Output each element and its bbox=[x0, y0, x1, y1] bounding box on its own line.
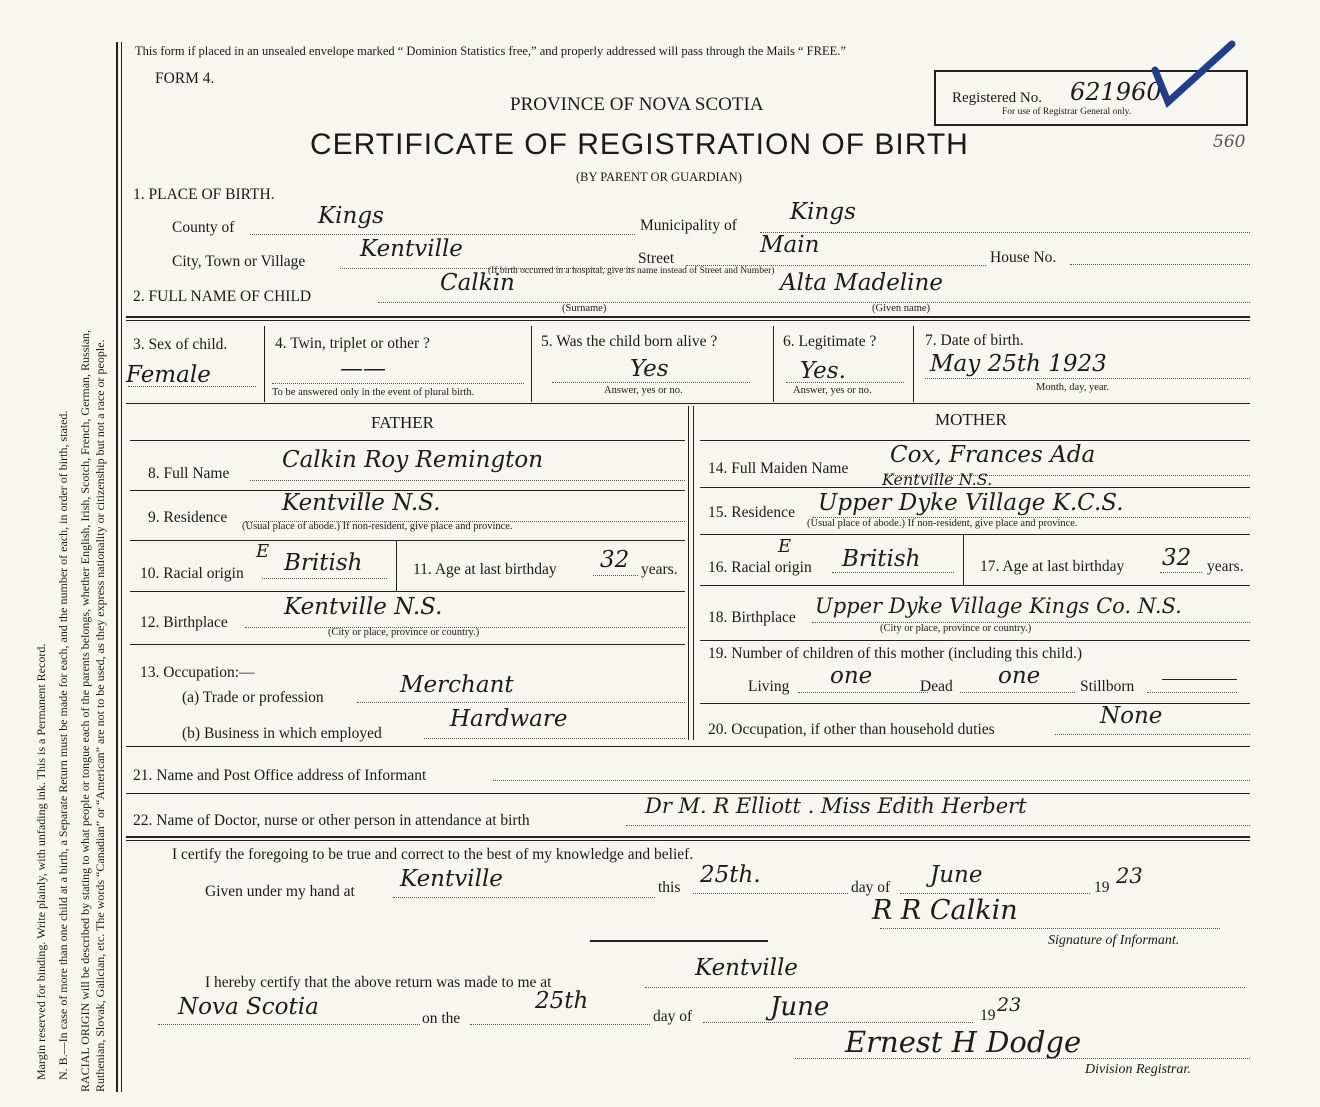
father-age-line bbox=[593, 575, 638, 576]
registered-value: 621960 bbox=[1070, 78, 1162, 106]
mother-racial-divider bbox=[963, 535, 964, 585]
rule-after-doctor bbox=[126, 836, 1250, 838]
mother-name-label: 14. Full Maiden Name bbox=[708, 460, 849, 477]
twin-note: To be answered only in the event of plural birth. bbox=[272, 387, 475, 398]
municipality-value: Kings bbox=[790, 199, 856, 225]
place-of-birth-heading: 1. PLACE OF BIRTH. bbox=[133, 186, 275, 203]
form-number: FORM 4. bbox=[155, 70, 215, 87]
surname-caption: (Surname) bbox=[562, 303, 607, 314]
city-value: Kentville bbox=[360, 236, 463, 262]
registrar-place-line bbox=[645, 987, 1245, 988]
mother-birthplace-value: Upper Dyke Village Kings Co. N.S. bbox=[815, 594, 1182, 618]
rule-before-row3-b bbox=[126, 320, 1250, 321]
father-residence-label: 9. Residence bbox=[148, 509, 228, 526]
alive-line bbox=[552, 382, 750, 383]
registrar-year-prefix: 19 bbox=[980, 1007, 996, 1024]
children-count-label: 19. Number of children of this mother (including this child.) bbox=[708, 645, 1083, 662]
sex-line bbox=[128, 386, 256, 387]
registrar-on-the-label: on the bbox=[422, 1010, 461, 1027]
mother-heading-rule bbox=[700, 440, 1250, 441]
dead-value: one bbox=[998, 663, 1041, 689]
alive-note: Answer, yes or no. bbox=[604, 385, 683, 396]
binding-margin-rule-inner bbox=[121, 42, 122, 1092]
mother-racial-rule bbox=[700, 585, 1250, 586]
mother-residence-note: (Usual place of abode.) If non-resident, give place and province. bbox=[807, 518, 1078, 529]
registrar-province-line bbox=[158, 1024, 420, 1025]
mother-age-label: 17. Age at last birthday bbox=[980, 558, 1125, 575]
father-racial-rule bbox=[130, 591, 685, 592]
street-value: Main bbox=[760, 232, 820, 258]
dob-line bbox=[925, 378, 1250, 379]
child-name-line bbox=[378, 302, 1250, 303]
father-birthplace-value: Kentville N.S. bbox=[284, 594, 443, 620]
legitimate-line bbox=[786, 382, 904, 383]
informant-label: 21. Name and Post Office address of Informant bbox=[133, 767, 427, 784]
street-label: Street bbox=[638, 250, 675, 267]
rule-after-parents bbox=[126, 746, 1250, 747]
checkmark-icon bbox=[1150, 40, 1240, 115]
father-name-line bbox=[250, 480, 685, 481]
mother-birthplace-label: 18. Birthplace bbox=[708, 609, 796, 626]
certificate-title: CERTIFICATE OF REGISTRATION OF BIRTH bbox=[310, 128, 969, 161]
parents-divider bbox=[688, 406, 689, 740]
house-no-line bbox=[1070, 264, 1250, 265]
mother-residence-rule bbox=[700, 534, 1250, 535]
twin-value: —— bbox=[340, 356, 386, 382]
mother-age-value: 32 bbox=[1162, 545, 1192, 571]
given-year-value: 23 bbox=[1116, 864, 1143, 888]
mother-residence-value: Upper Dyke Village K.C.S. bbox=[818, 490, 1124, 516]
father-racial-line bbox=[262, 578, 387, 579]
registrar-day-line bbox=[470, 1024, 650, 1025]
given-day-of-label: day of bbox=[851, 879, 891, 896]
trade-line bbox=[357, 702, 685, 703]
father-age-value: 32 bbox=[600, 547, 630, 573]
father-racial-divider bbox=[396, 541, 397, 591]
mother-occupation-line bbox=[1055, 734, 1250, 735]
dob-note: Month, day, year. bbox=[1036, 382, 1110, 393]
given-year-prefix: 19 bbox=[1094, 879, 1110, 896]
registrar-place-value: Kentville bbox=[695, 955, 798, 981]
rule-before-row3 bbox=[126, 316, 1250, 318]
mother-occupation-value: None bbox=[1100, 703, 1163, 729]
stillborn-dash bbox=[1162, 679, 1237, 680]
father-racial-label: 10. Racial origin bbox=[140, 565, 244, 582]
father-racial-value: British bbox=[284, 550, 363, 576]
child-given-name: Alta Madeline bbox=[780, 270, 943, 296]
divider-5-6 bbox=[773, 326, 774, 402]
mother-occupation-label: 20. Occupation, if other than household duties bbox=[708, 721, 995, 738]
stillborn-line bbox=[1147, 692, 1237, 693]
stillborn-label: Stillborn bbox=[1080, 678, 1135, 695]
doctor-line bbox=[626, 825, 1250, 826]
doctor-label: 22. Name of Doctor, nurse or other person in attendance at birth bbox=[133, 812, 530, 829]
registrar-signature: Ernest H Dodge bbox=[845, 1025, 1082, 1059]
informant-signature-line bbox=[880, 928, 1220, 929]
father-name-value: Calkin Roy Remington bbox=[282, 447, 544, 473]
children-rule bbox=[700, 703, 1250, 704]
mother-age-unit: years. bbox=[1207, 558, 1244, 575]
alive-value: Yes bbox=[630, 356, 669, 382]
informant-signature-caption: Signature of Informant. bbox=[1048, 933, 1180, 948]
legitimate-note: Answer, yes or no. bbox=[793, 385, 872, 396]
county-label: County of bbox=[172, 219, 235, 236]
city-label: City, Town or Village bbox=[172, 253, 306, 270]
margin-note-racial-origin: RACIAL ORIGIN will be described by stating to what people or tongue each of the parents belongs, whether English, Irish, Scotch, French, German, Russian, bbox=[78, 329, 92, 1092]
father-birthplace-rule bbox=[130, 644, 685, 645]
registrar-year-value: 23 bbox=[997, 994, 1022, 1016]
registrar-signature-caption: Division Registrar. bbox=[1085, 1062, 1191, 1077]
county-line bbox=[250, 234, 635, 235]
given-place-line bbox=[393, 897, 655, 898]
alive-label: 5. Was the child born alive ? bbox=[541, 333, 718, 350]
margin-note-multiple-births: N. B.—In case of more than one child at a birth, a Separate Return must be made for each, and the number of each, in order of birth, stated. bbox=[56, 410, 70, 1080]
child-name-label: 2. FULL NAME OF CHILD bbox=[133, 288, 312, 305]
doctor-value: Dr M. R Elliott . Miss Edith Herbert bbox=[645, 794, 1027, 818]
child-surname: Calkin bbox=[440, 270, 515, 296]
trade-value: Merchant bbox=[400, 672, 514, 698]
informant-signature: R R Calkin bbox=[872, 895, 1018, 926]
trade-label: (a) Trade or profession bbox=[182, 689, 324, 706]
mother-name-value: Cox, Frances Ada bbox=[890, 442, 1096, 468]
mother-birthplace-note: (City or place, province or country.) bbox=[880, 623, 1032, 634]
municipality-line bbox=[760, 232, 1250, 233]
rule-after-doctor-b bbox=[126, 840, 1250, 841]
rule-before-parents bbox=[126, 403, 1250, 404]
certificate-subtitle: (BY PARENT OR GUARDIAN) bbox=[576, 170, 742, 184]
business-line bbox=[424, 738, 685, 739]
business-label: (b) Business in which employed bbox=[182, 725, 382, 742]
registrar-month-value: June bbox=[770, 992, 830, 1022]
father-residence-value: Kentville N.S. bbox=[282, 490, 441, 516]
given-place-value: Kentville bbox=[400, 866, 503, 892]
given-day-line bbox=[693, 893, 848, 894]
legitimate-label: 6. Legitimate ? bbox=[783, 333, 877, 350]
divider-4-5 bbox=[531, 326, 532, 402]
living-label: Living bbox=[748, 678, 790, 695]
registered-label: Registered No. bbox=[952, 90, 1042, 106]
father-age-unit: years. bbox=[641, 561, 678, 578]
parents-divider-b bbox=[693, 406, 694, 740]
father-age-label: 11. Age at last birthday bbox=[413, 561, 557, 578]
given-month-value: June bbox=[930, 862, 983, 888]
twin-line bbox=[272, 383, 524, 384]
business-value: Hardware bbox=[450, 706, 568, 732]
divider-3-4 bbox=[264, 326, 265, 402]
legitimate-value: Yes. bbox=[800, 358, 846, 384]
informant-line bbox=[493, 780, 1250, 781]
registrar-month-line bbox=[703, 1022, 973, 1023]
given-name-caption: (Given name) bbox=[872, 303, 931, 314]
province-heading: PROVINCE OF NOVA SCOTIA bbox=[510, 94, 764, 115]
father-name-label: 8. Full Name bbox=[148, 465, 230, 482]
mother-racial-line bbox=[832, 572, 954, 573]
house-no-label: House No. bbox=[990, 249, 1057, 266]
divider-6-7 bbox=[913, 326, 914, 402]
registrar-province-value: Nova Scotia bbox=[178, 994, 319, 1020]
twin-label: 4. Twin, triplet or other ? bbox=[275, 335, 430, 352]
father-heading: FATHER bbox=[371, 413, 434, 432]
municipality-label: Municipality of bbox=[640, 217, 737, 234]
mother-racial-mark: E bbox=[778, 536, 792, 557]
dead-label: Dead bbox=[920, 678, 953, 695]
registrar-day-value: 25th bbox=[535, 988, 589, 1014]
mother-residence-overwrite: Kentville N.S. bbox=[882, 470, 993, 489]
father-birthplace-note: (City or place, province or country.) bbox=[328, 627, 480, 638]
sex-value: Female bbox=[126, 362, 211, 388]
mother-residence-label: 15. Residence bbox=[708, 504, 795, 521]
living-line bbox=[798, 692, 928, 693]
given-day-value: 25th. bbox=[700, 862, 761, 888]
registrar-signature-line bbox=[795, 1058, 1250, 1059]
margin-note-binding: Margin reserved for binding. Write plainly, with unfading ink. This is a Permanent Record. bbox=[34, 643, 48, 1080]
dob-value: May 25th 1923 bbox=[930, 351, 1107, 377]
registrar-day-of-label: day of bbox=[653, 1008, 693, 1025]
stamp-mark: 560 bbox=[1213, 132, 1246, 152]
dob-label: 7. Date of birth. bbox=[925, 332, 1024, 349]
free-mail-note: This form if placed in an unsealed envelope marked “ Dominion Statistics free,” and properly addressed will pass through the Mails “ FREE.” bbox=[135, 44, 846, 58]
binding-margin-rule bbox=[116, 42, 118, 1092]
living-value: one bbox=[830, 663, 873, 689]
given-month-line bbox=[900, 893, 1090, 894]
center-divider bbox=[590, 940, 768, 942]
father-birthplace-label: 12. Birthplace bbox=[140, 614, 228, 631]
mother-racial-value: British bbox=[842, 546, 921, 572]
father-racial-mark: E bbox=[256, 541, 270, 562]
given-under-label: Given under my hand at bbox=[205, 883, 355, 900]
sex-label: 3. Sex of child. bbox=[133, 336, 228, 353]
father-residence-rule bbox=[130, 540, 685, 541]
hospital-note: (If birth occurred in a hospital, give its name instead of Street and Number) bbox=[488, 266, 775, 276]
dead-line bbox=[960, 692, 1075, 693]
occupation-label: 13. Occupation:— bbox=[140, 664, 255, 681]
mother-birthplace-rule bbox=[700, 640, 1250, 641]
certify-statement: I certify the foregoing to be true and correct to the best of my knowledge and belief. bbox=[172, 846, 694, 863]
county-value: Kings bbox=[318, 203, 384, 229]
father-residence-note: (Usual place of abode.) If non-resident, give place and province. bbox=[242, 521, 513, 532]
this-label: this bbox=[658, 879, 681, 896]
mother-heading: MOTHER bbox=[935, 410, 1007, 429]
mother-age-line bbox=[1160, 572, 1202, 573]
mother-racial-label: 16. Racial origin bbox=[708, 559, 812, 576]
father-heading-rule bbox=[130, 440, 685, 441]
registered-note: For use of Registrar General only. bbox=[1002, 107, 1132, 117]
margin-note-racial-origin-cont: Ruthenian, Slovak, Galician, etc. The words “Canadian” or “American” are not to be used, as they express nationality or citizenship but not a race or people. bbox=[93, 339, 107, 1092]
registrar-statement: I hereby certify that the above return was made to me at bbox=[205, 974, 552, 991]
